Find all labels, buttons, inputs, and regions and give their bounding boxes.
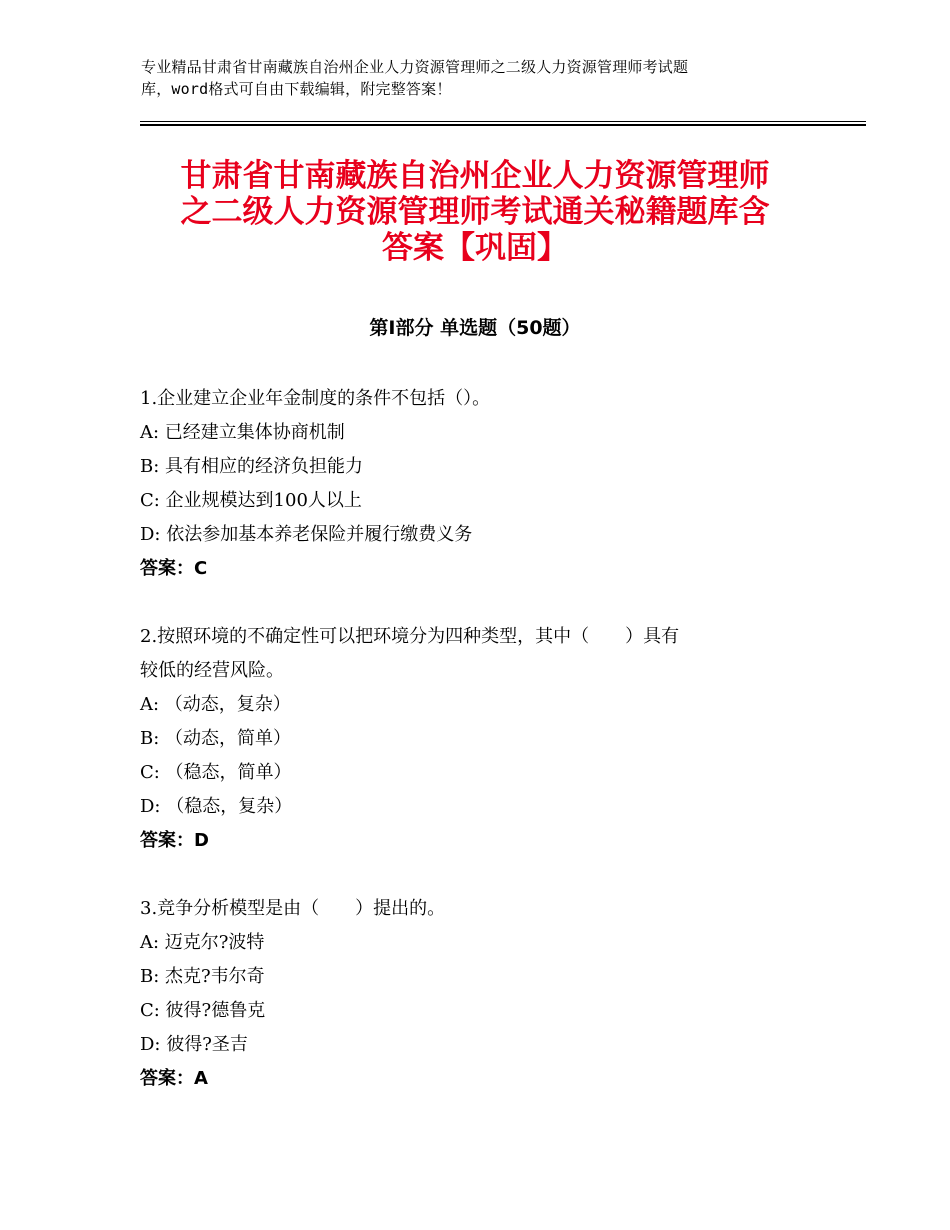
option-d: D: 依法参加基本养老保险并履行缴费义务 [140, 524, 473, 545]
option-c: C: 企业规模达到100人以上 [140, 490, 362, 511]
header-note-line-1: 专业精品甘肃省甘南藏族自治州企业人力资源管理师之二级人力资源管理师考试题 [141, 58, 689, 76]
question-1 [140, 382, 810, 586]
option-a: A: 已经建立集体协商机制 [140, 422, 345, 443]
question-stem: 2.按照环境的不确定性可以把环境分为四种类型，其中（ ）具有 [140, 626, 680, 647]
option-b: B: 具有相应的经济负担能力 [140, 456, 364, 477]
option-a: A: 迈克尔?波特 [140, 932, 265, 953]
question-list [140, 382, 810, 1096]
question-stem-continued: 较低的经营风险。 [140, 660, 284, 681]
option-b: B: 杰克?韦尔奇 [140, 966, 265, 987]
header-note [141, 56, 831, 100]
question-stem: 1.企业建立企业年金制度的条件不包括（）。 [140, 388, 491, 409]
section-title: 第Ⅰ部分 单选题（50题） [369, 317, 581, 339]
document-title-line-2: 之二级人力资源管理师考试通关秘籍题库含 [180, 194, 770, 230]
option-c: C: 彼得?德鲁克 [140, 1000, 266, 1021]
header-note-line-2: 库，word格式可自由下载编辑，附完整答案！ [141, 80, 452, 98]
answer-label: 答案：C [140, 558, 208, 579]
answer-label: 答案：A [140, 1068, 208, 1089]
answer-label: 答案：D [140, 830, 209, 851]
option-c: C: （稳态，简单） [140, 762, 292, 783]
option-d: D: 彼得?圣吉 [140, 1034, 248, 1055]
document-title-line-3: 答案【巩固】 [382, 230, 568, 266]
question-stem: 3.竞争分析模型是由（ ）提出的。 [140, 898, 446, 919]
question-2 [140, 620, 810, 858]
question-spacer [140, 858, 810, 892]
header-divider-thick [140, 124, 866, 126]
question-3 [140, 892, 810, 1096]
option-a: A: （动态，复杂） [140, 694, 291, 715]
document-title [140, 158, 810, 266]
document-title-line-1: 甘肃省甘南藏族自治州企业人力资源管理师 [180, 158, 770, 194]
option-d: D: （稳态，复杂） [140, 796, 293, 817]
option-b: B: （动态，简单） [140, 728, 292, 749]
header-divider-thin [140, 121, 866, 122]
question-spacer [140, 586, 810, 620]
